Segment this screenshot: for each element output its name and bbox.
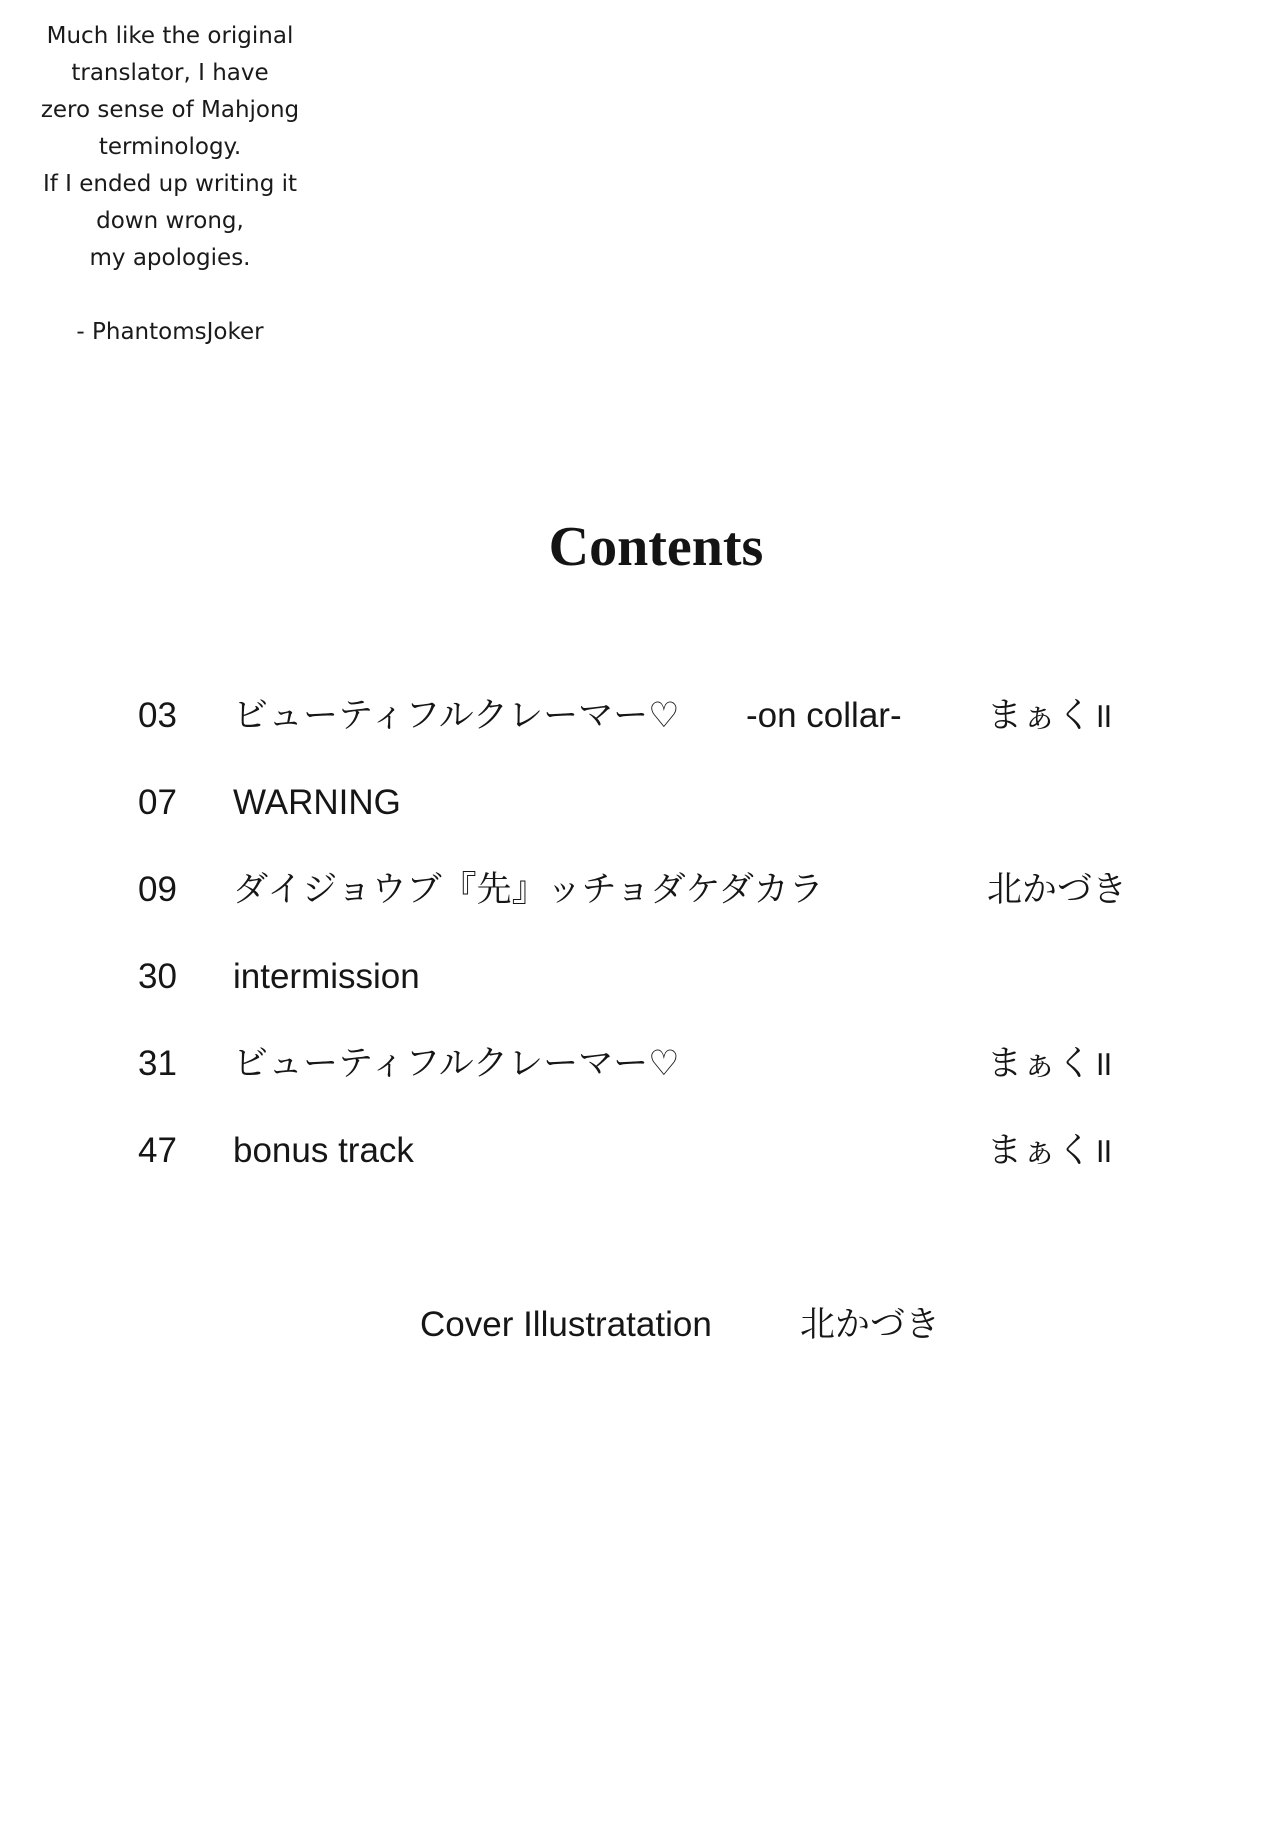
- note-signature: - PhantomsJoker: [76, 319, 264, 345]
- toc-page-number: 47: [138, 1131, 177, 1170]
- toc-entry-author: 北かづき: [987, 870, 1128, 909]
- toc-entry-title: bonus track: [233, 1131, 414, 1170]
- translator-note: [20, 18, 320, 351]
- toc-entry: [100, 933, 1190, 1020]
- cover-author: 北かづき: [800, 1305, 941, 1344]
- note-line: Much like the original: [46, 23, 294, 49]
- toc-entry-subtitle: -on collar-: [746, 696, 902, 735]
- toc-page-number: 03: [138, 696, 177, 735]
- table-of-contents: [100, 672, 1190, 1194]
- toc-entry-author: まぁく॥: [987, 696, 1113, 735]
- toc-page-number: 07: [138, 783, 177, 822]
- toc-entry-title: ビューティフルクレーマー♡: [233, 1044, 680, 1083]
- toc-entry-title: ダイジョウブ『先』ッチョダケダカラ: [233, 870, 824, 909]
- toc-entry-title: ビューティフルクレーマー♡: [233, 696, 680, 735]
- toc-entry-title: WARNING: [233, 783, 401, 822]
- toc-page-number: 31: [138, 1044, 177, 1083]
- note-line: zero sense of Mahjong: [40, 97, 300, 123]
- toc-entry-author: まぁく॥: [987, 1044, 1113, 1083]
- cover-label: Cover Illustratation: [420, 1305, 712, 1344]
- note-line: terminology.: [98, 134, 242, 160]
- note-line: translator, I have: [71, 60, 269, 86]
- note-line: If I ended up writing it: [42, 171, 298, 197]
- toc-entry: [100, 759, 1190, 846]
- note-line: my apologies.: [89, 245, 251, 271]
- toc-entry-title: intermission: [233, 957, 420, 996]
- toc-entry: [100, 846, 1190, 933]
- toc-entry-author: まぁく॥: [987, 1131, 1113, 1170]
- toc-entry: [100, 672, 1190, 759]
- note-line: down wrong,: [96, 208, 244, 234]
- toc-page-number: 30: [138, 957, 177, 996]
- toc-entry: [100, 1107, 1190, 1194]
- cover-credit: [420, 1295, 941, 1355]
- contents-title: Contents: [548, 516, 764, 578]
- toc-page-number: 09: [138, 870, 177, 909]
- toc-entry: [100, 1020, 1190, 1107]
